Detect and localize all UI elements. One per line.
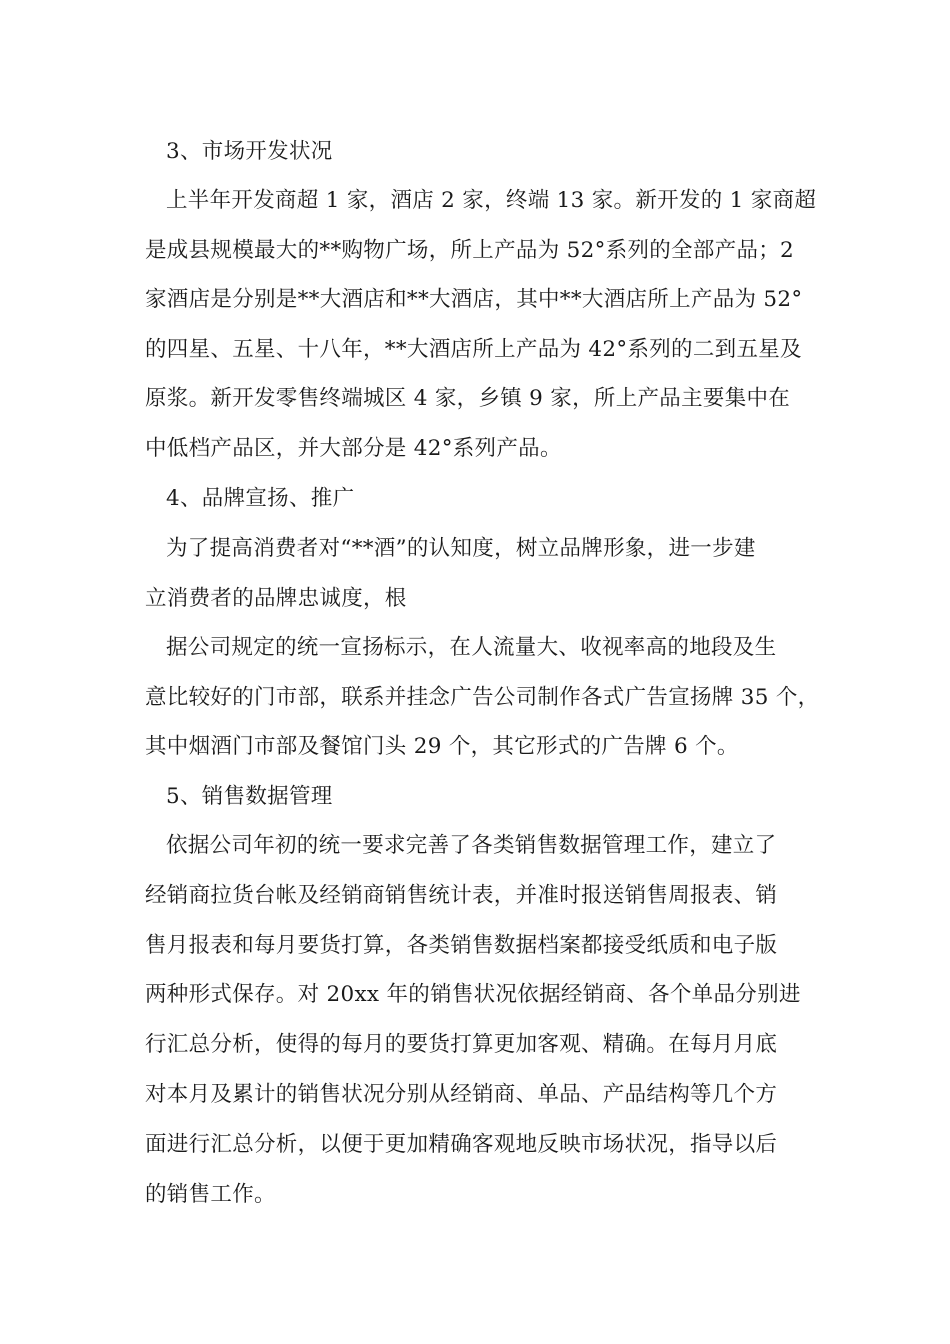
paragraph-line: 售月报表和每月要货打算，各类销售数据档案都接受纸质和电子版 bbox=[145, 933, 778, 958]
section-heading: 5、销售数据管理 bbox=[166, 784, 333, 809]
paragraph-line: 原浆。新开发零售终端城区 4 家，乡镇 9 家，所上产品主要集中在 bbox=[145, 386, 791, 411]
paragraph-line: 是成县规模最大的**购物广场，所上产品为 52°系列的全部产品；2 bbox=[145, 238, 795, 263]
paragraph-line: 意比较好的门市部，联系并挂念广告公司制作各式广告宣扬牌 35 个， bbox=[145, 685, 820, 710]
paragraph-line: 依据公司年初的统一要求完善了各类销售数据管理工作，建立了 bbox=[166, 833, 777, 858]
paragraph-line: 行汇总分析，使得的每月的要货打算更加客观、精确。在每月月底 bbox=[145, 1032, 778, 1057]
paragraph-line: 立消费者的品牌忠诚度，根 bbox=[145, 586, 407, 611]
paragraph-line: 中低档产品区，并大部分是 42°系列产品。 bbox=[145, 436, 562, 461]
paragraph-line: 对本月及累计的销售状况分别从经销商、单品、产品结构等几个方 bbox=[145, 1082, 778, 1107]
paragraph-line: 家酒店是分别是**大酒店和**大酒店，其中**大酒店所上产品为 52° bbox=[145, 287, 803, 312]
paragraph-line: 据公司规定的统一宣扬标示，在人流量大、收视率高的地段及生 bbox=[166, 635, 777, 660]
section-heading: 4、品牌宣扬、推广 bbox=[166, 486, 355, 511]
paragraph-line: 的销售工作。 bbox=[145, 1182, 276, 1207]
paragraph-line: 的四星、五星、十八年，**大酒店所上产品为 42°系列的二到五星及 bbox=[145, 337, 802, 362]
paragraph-line: 其中烟酒门市部及餐馆门头 29 个，其它形式的广告牌 6 个。 bbox=[145, 734, 739, 759]
paragraph-line: 为了提高消费者对“**酒”的认知度，树立品牌形象，进一步建 bbox=[166, 536, 756, 561]
paragraph-line: 经销商拉货台帐及经销商销售统计表，并准时报送销售周报表、销 bbox=[145, 883, 778, 908]
paragraph-line: 上半年开发商超 1 家，酒店 2 家，终端 13 家。新开发的 1 家商超 bbox=[166, 188, 817, 213]
paragraph-line: 面进行汇总分析，以便于更加精确客观地反映市场状况，指导以后 bbox=[145, 1132, 778, 1157]
section-heading: 3、市场开发状况 bbox=[166, 139, 333, 164]
paragraph-line: 两种形式保存。对 20xx 年的销售状况依据经销商、各个单品分别进 bbox=[145, 982, 801, 1007]
